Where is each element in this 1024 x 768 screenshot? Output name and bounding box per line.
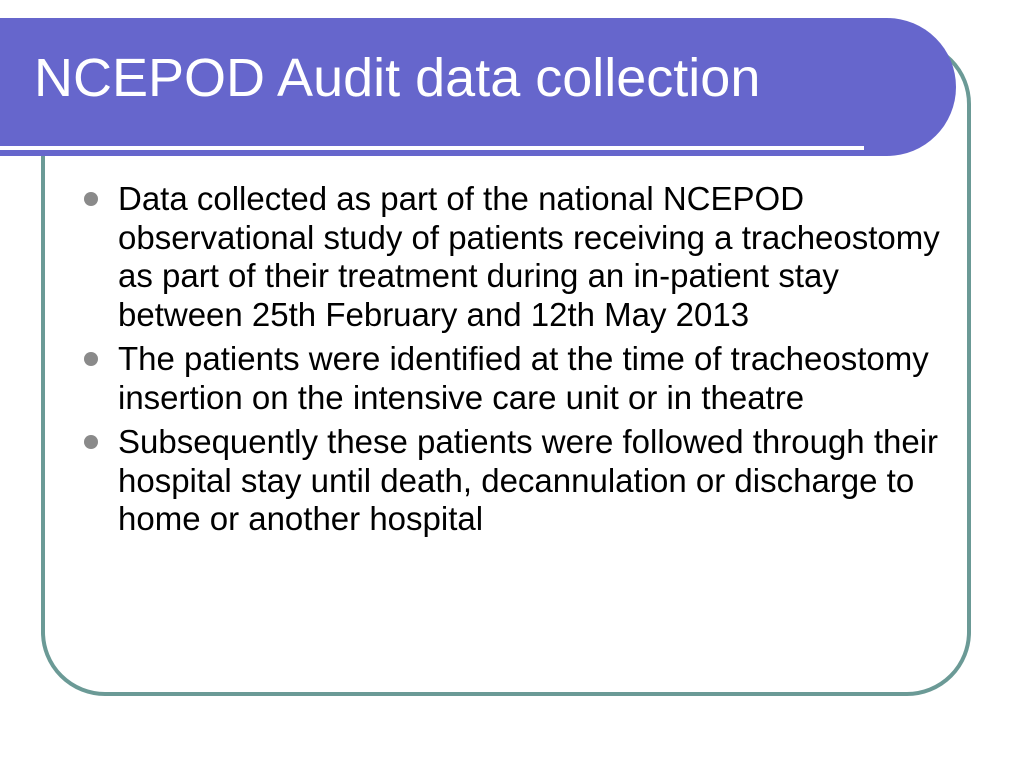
bullet-item bbox=[80, 180, 960, 334]
bullet-list bbox=[80, 180, 960, 545]
bullet-dot-icon bbox=[84, 352, 98, 366]
bullet-dot-icon bbox=[84, 192, 98, 206]
slide-title: NCEPOD Audit data collection bbox=[34, 48, 761, 108]
title-underline bbox=[0, 146, 864, 150]
bullet-text: Subsequently these patients were followed through their hospital stay until death, decannulation or discharge to home or another hospital bbox=[118, 423, 939, 537]
bullet-text: The patients were identified at the time of tracheostomy insertion on the intensive care unit or in theatre bbox=[118, 340, 929, 416]
bullet-item bbox=[80, 423, 960, 539]
bullet-dot-icon bbox=[84, 435, 98, 449]
bullet-item bbox=[80, 340, 960, 417]
bullet-text: Data collected as part of the national NCEPOD observational study of patients receiving a tracheostomy as part of their treatment during an in-patient stay between 25th February and 12th May 2013 bbox=[118, 180, 940, 333]
